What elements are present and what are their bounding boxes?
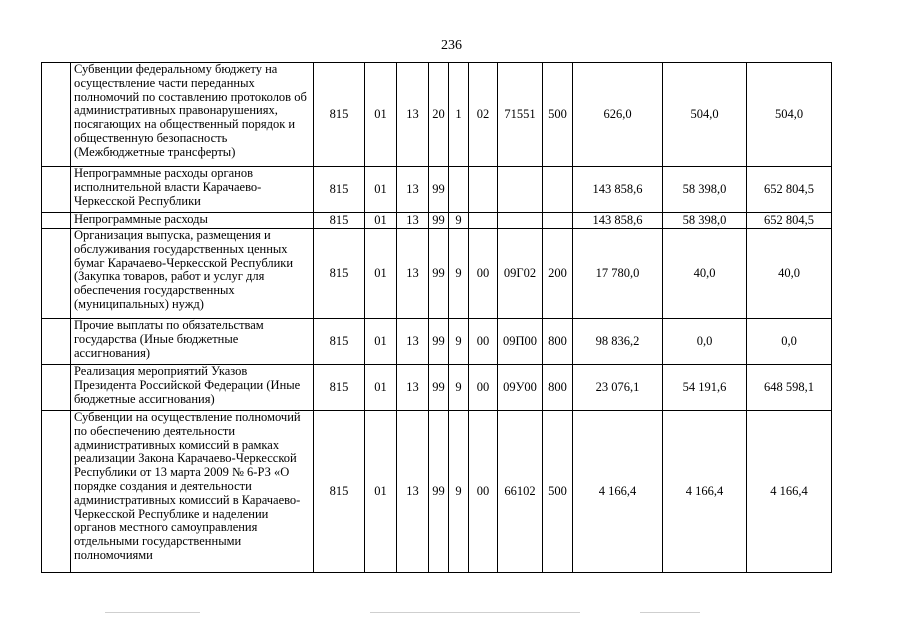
- amount-cell: 143 858,6: [573, 213, 663, 229]
- code-cell: 71551: [498, 63, 543, 167]
- code-cell: [469, 167, 498, 213]
- table-body: [42, 63, 832, 573]
- code-cell: 02: [469, 63, 498, 167]
- code-cell: 99: [429, 213, 449, 229]
- code-cell: 9: [449, 229, 469, 319]
- budget-table: [41, 62, 832, 573]
- blank-cell: [42, 319, 71, 365]
- code-cell: 66102: [498, 411, 543, 573]
- row-name: Субвенции на осуществление полномочий по обеспечению деятельности административных комиссий в рамках реализации Закона Карачаево-Черкесской Республики от 13 марта 2009 № 6-РЗ «О порядке создания и деятельности административных комиссий в Карачаево-Черкесской Республике и наделении органов местного самоуправления отдельными государственными полномочиями: [71, 411, 314, 573]
- code-cell: 99: [429, 167, 449, 213]
- amount-cell: 40,0: [663, 229, 747, 319]
- code-cell: 13: [397, 63, 429, 167]
- code-cell: 9: [449, 213, 469, 229]
- amount-cell: 504,0: [663, 63, 747, 167]
- code-cell: 09У00: [498, 365, 543, 411]
- code-cell: 01: [365, 63, 397, 167]
- code-cell: 815: [314, 167, 365, 213]
- amount-cell: 648 598,1: [747, 365, 832, 411]
- code-cell: 9: [449, 319, 469, 365]
- code-cell: 09Г02: [498, 229, 543, 319]
- amount-cell: 4 166,4: [663, 411, 747, 573]
- blank-cell: [42, 411, 71, 573]
- code-cell: 20: [429, 63, 449, 167]
- code-cell: [498, 167, 543, 213]
- code-cell: 9: [449, 411, 469, 573]
- code-cell: 815: [314, 213, 365, 229]
- code-cell: [469, 213, 498, 229]
- code-cell: 13: [397, 365, 429, 411]
- amount-cell: 652 804,5: [747, 213, 832, 229]
- amount-cell: 0,0: [747, 319, 832, 365]
- amount-cell: 143 858,6: [573, 167, 663, 213]
- code-cell: [498, 213, 543, 229]
- scan-artifact-line: [105, 612, 200, 613]
- code-cell: 99: [429, 365, 449, 411]
- amount-cell: 4 166,4: [573, 411, 663, 573]
- code-cell: 800: [543, 365, 573, 411]
- code-cell: 00: [469, 319, 498, 365]
- amount-cell: 40,0: [747, 229, 832, 319]
- code-cell: 13: [397, 167, 429, 213]
- code-cell: 500: [543, 63, 573, 167]
- row-name: Непрограммные расходы органов исполнительной власти Карачаево-Черкесской Республики: [71, 167, 314, 213]
- table-row: [42, 319, 832, 365]
- blank-cell: [42, 63, 71, 167]
- code-cell: 00: [469, 229, 498, 319]
- table-row: [42, 213, 832, 229]
- code-cell: 200: [543, 229, 573, 319]
- code-cell: 13: [397, 229, 429, 319]
- code-cell: 99: [429, 411, 449, 573]
- amount-cell: 652 804,5: [747, 167, 832, 213]
- code-cell: 1: [449, 63, 469, 167]
- table-row: [42, 167, 832, 213]
- code-cell: 13: [397, 319, 429, 365]
- code-cell: 01: [365, 167, 397, 213]
- code-cell: 815: [314, 411, 365, 573]
- table-row: [42, 411, 832, 573]
- table-row: [42, 63, 832, 167]
- code-cell: 815: [314, 229, 365, 319]
- blank-cell: [42, 167, 71, 213]
- row-name: Реализация мероприятий Указов Президента Российской Федерации (Иные бюджетные ассигнования): [71, 365, 314, 411]
- amount-cell: 0,0: [663, 319, 747, 365]
- row-name: Прочие выплаты по обязательствам государства (Иные бюджетные ассигнования): [71, 319, 314, 365]
- code-cell: 01: [365, 229, 397, 319]
- code-cell: 815: [314, 63, 365, 167]
- amount-cell: 54 191,6: [663, 365, 747, 411]
- code-cell: 00: [469, 411, 498, 573]
- code-cell: 01: [365, 365, 397, 411]
- code-cell: 9: [449, 365, 469, 411]
- amount-cell: 504,0: [747, 63, 832, 167]
- code-cell: 99: [429, 319, 449, 365]
- code-cell: 13: [397, 213, 429, 229]
- row-name: Организация выпуска, размещения и обслуживания государственных ценных бумаг Карачаево-Черкесской Республики (Закупка товаров, работ и услуг для обеспечения государственных (муниципальных) нужд): [71, 229, 314, 319]
- code-cell: 800: [543, 319, 573, 365]
- table-row: [42, 365, 832, 411]
- code-cell: 01: [365, 411, 397, 573]
- amount-cell: 58 398,0: [663, 213, 747, 229]
- code-cell: 09П00: [498, 319, 543, 365]
- code-cell: 01: [365, 213, 397, 229]
- code-cell: [449, 167, 469, 213]
- amount-cell: 98 836,2: [573, 319, 663, 365]
- scan-artifact-line: [640, 612, 700, 613]
- amount-cell: 58 398,0: [663, 167, 747, 213]
- amount-cell: 4 166,4: [747, 411, 832, 573]
- code-cell: [543, 213, 573, 229]
- row-name: Непрограммные расходы: [71, 213, 314, 229]
- amount-cell: 626,0: [573, 63, 663, 167]
- blank-cell: [42, 213, 71, 229]
- code-cell: 500: [543, 411, 573, 573]
- code-cell: 00: [469, 365, 498, 411]
- code-cell: 01: [365, 319, 397, 365]
- row-name: Субвенции федеральному бюджету на осуществление части переданных полномочий по составлению протоколов об административных правонарушениях, посягающих на общественный порядок и общественную безопасность (Межбюджетные трансферты): [71, 63, 314, 167]
- code-cell: [543, 167, 573, 213]
- table-row: [42, 229, 832, 319]
- amount-cell: 17 780,0: [573, 229, 663, 319]
- amount-cell: 23 076,1: [573, 365, 663, 411]
- blank-cell: [42, 365, 71, 411]
- scan-artifact-line: [370, 612, 580, 613]
- code-cell: 815: [314, 365, 365, 411]
- blank-cell: [42, 229, 71, 319]
- code-cell: 815: [314, 319, 365, 365]
- code-cell: 13: [397, 411, 429, 573]
- code-cell: 99: [429, 229, 449, 319]
- page-number: 236: [441, 38, 462, 53]
